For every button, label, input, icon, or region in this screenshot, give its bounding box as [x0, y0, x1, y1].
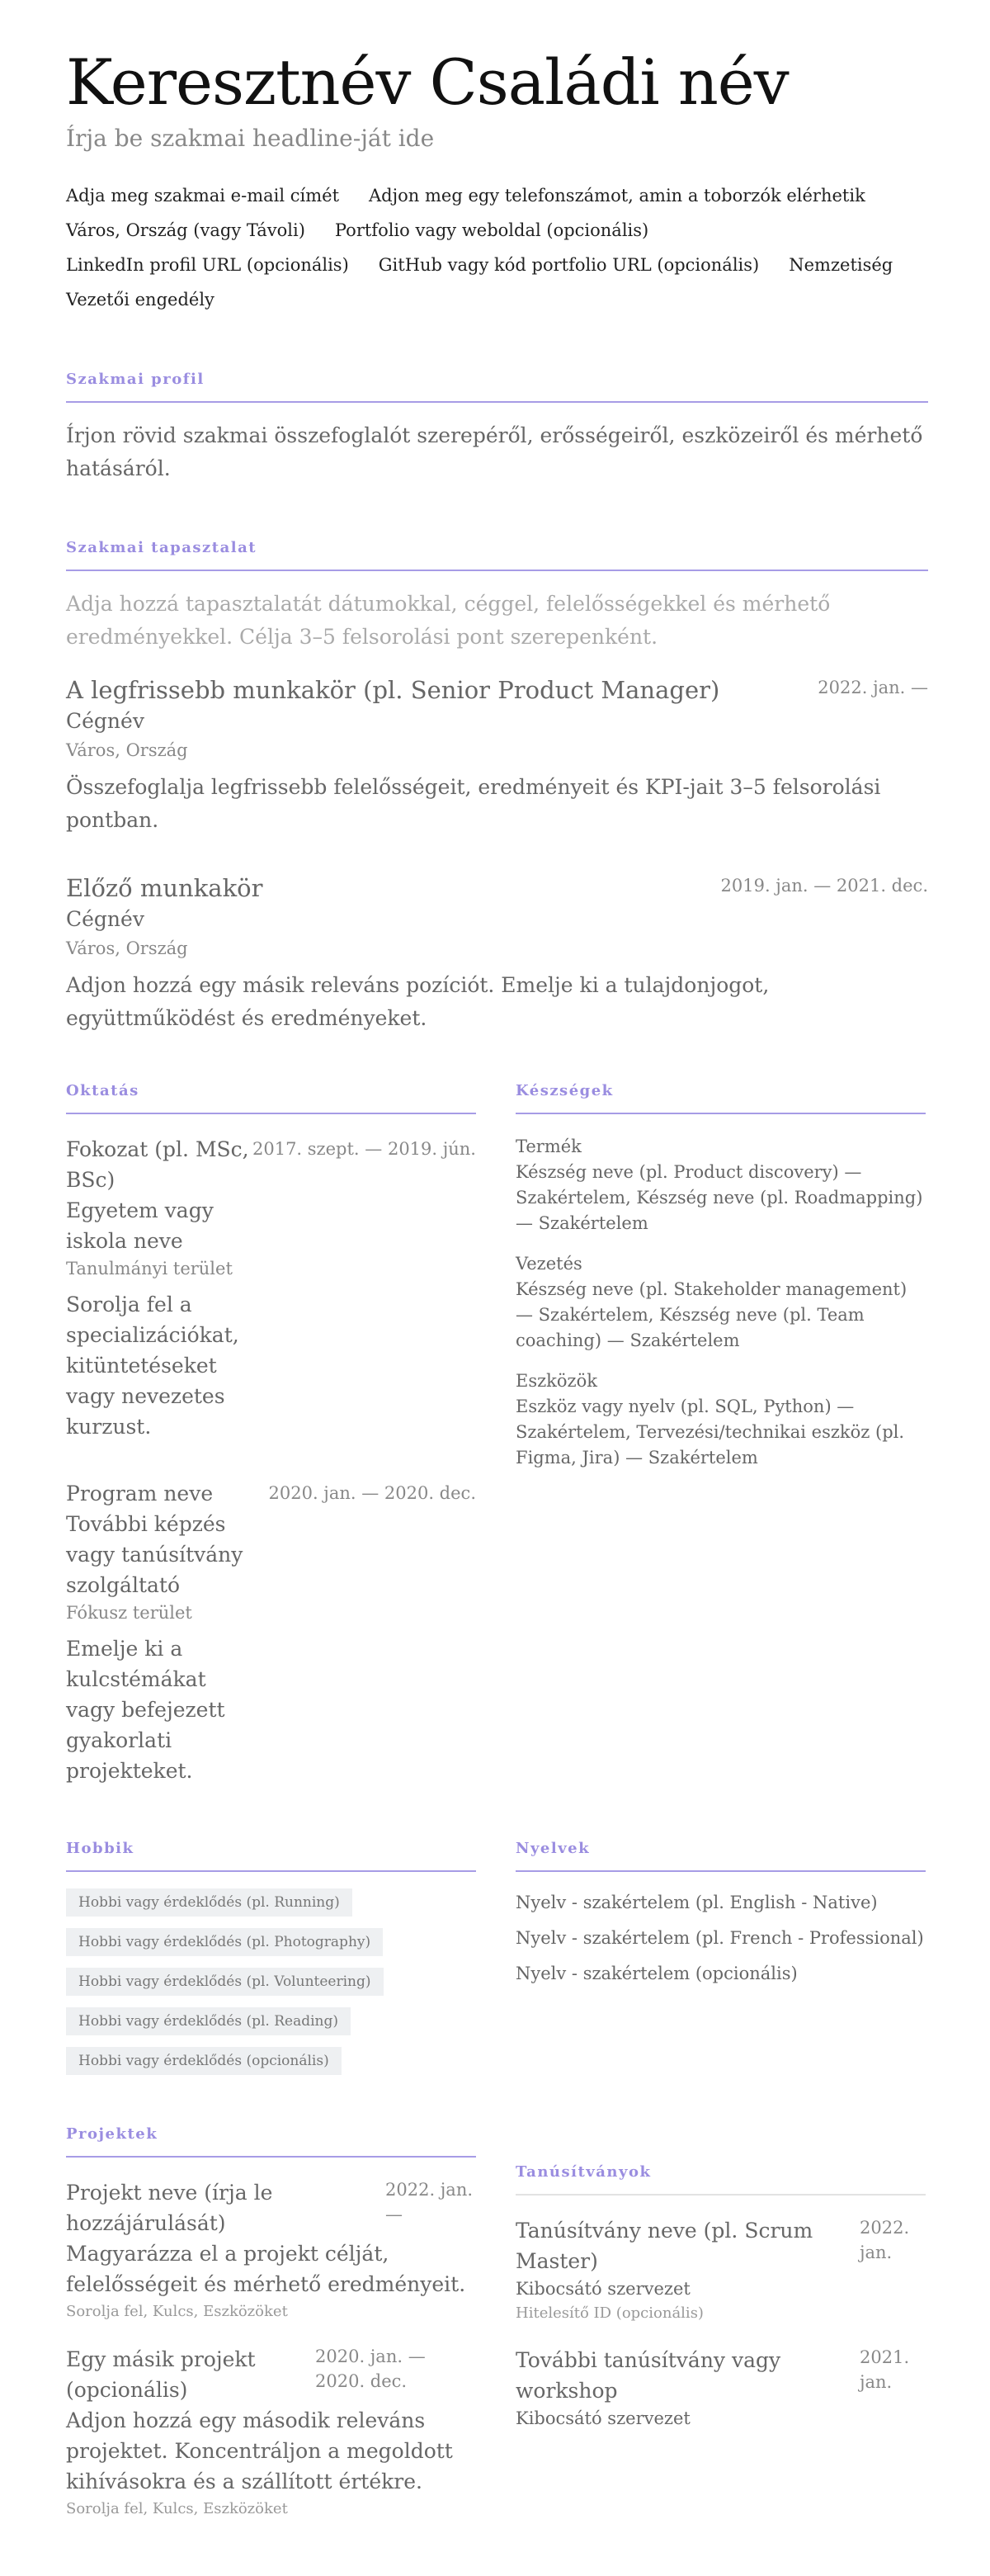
hobby-chip: Hobbi vagy érdeklődés (opcionális) [66, 2047, 342, 2075]
language-item: Nyelv - szakértelem (pl. English - Native) [516, 1893, 878, 1912]
skill-group-text: Eszköz vagy nyelv (pl. SQL, Python) — Szakértelem, Tervezési/technikai eszköz (pl. Figma, Jira) — Szakértelem [516, 1397, 905, 1468]
hobby-chip: Hobbi vagy érdeklődés (pl. Running) [66, 1888, 352, 1917]
job-location: Város, Ország [66, 740, 188, 760]
project-title: Egy másik projekt (opcionális) [66, 2347, 256, 2402]
contact-location: Város, Ország (vagy Távoli) [66, 220, 305, 240]
education-section [66, 1081, 476, 1786]
profile-section [66, 370, 928, 485]
contact-license: Vezetői engedély [66, 290, 214, 310]
section-heading: Projektek [66, 2125, 476, 2158]
project-date: 2022. jan. — [385, 2180, 474, 2224]
certification-issuer: Kibocsátó szervezet [516, 2408, 691, 2428]
contact-linkedin: LinkedIn profil URL (opcionális) [66, 255, 349, 275]
section-heading: Szakmai profil [66, 370, 928, 403]
profile-text: Írjon rövid szakmai összefoglalót szerepéről, erősségeiről, eszközeiről és mérhető hatásáról. [66, 423, 923, 480]
education-date: 2020. jan. — 2020. dec. [268, 1483, 476, 1503]
hobby-chip: Hobbi vagy érdeklődés (pl. Volunteering) [66, 1968, 384, 1996]
hobby-chip: Hobbi vagy érdeklődés (pl. Reading) [66, 2007, 351, 2035]
certification-date: 2021. jan. [860, 2347, 910, 2392]
skill-group-name: Eszközök [516, 1371, 597, 1391]
hobbies-section [66, 1839, 476, 2087]
certification-issuer: Kibocsátó szervezet [516, 2279, 691, 2299]
skill-group-text: Készség neve (pl. Stakeholder management) — Szakértelem, Készség neve (pl. Team coaching) — Szakértelem [516, 1279, 908, 1350]
two-column-row [66, 2125, 928, 2522]
contact-portfolio: Portfolio vagy weboldal (opcionális) [334, 220, 649, 240]
languages-section [516, 1839, 926, 2087]
certification-title: Tanúsítvány neve (pl. Scrum Master) [516, 2219, 813, 2273]
project-description: Magyarázza el a projekt célját, felelősségeit és mérhető eredményeit. [66, 2242, 466, 2296]
section-heading: Hobbik [66, 1839, 476, 1872]
headline: Írja be szakmai headline-ját ide [66, 125, 435, 152]
project-tags: Sorolja fel, Kulcs, Eszközöket [66, 2303, 288, 2320]
contact-list [66, 178, 924, 317]
certification-entry [516, 2215, 926, 2325]
project-date: 2020. jan. — 2020. dec. [315, 2347, 426, 2391]
contact-github: GitHub vagy kód portfolio URL (opcionális) [378, 255, 760, 275]
job-entry [66, 872, 928, 1035]
two-column-row [66, 1839, 928, 2087]
job-title: Előző munkakör [66, 874, 263, 902]
two-column-row [66, 1081, 928, 1786]
certification-date: 2022. jan. [860, 2218, 910, 2262]
skill-group [516, 1251, 926, 1354]
section-heading: Nyelvek [516, 1839, 926, 1872]
degree: Program neve [66, 1482, 214, 1505]
language-item: Nyelv - szakértelem (opcionális) [516, 1964, 798, 1983]
degree: Fokozat (pl. MSc, BSc) [66, 1137, 249, 1192]
education-entry [66, 1134, 476, 1442]
experience-section [66, 538, 928, 1035]
section-heading: Tanúsítványok [516, 2162, 926, 2196]
job-description: Összefoglalja legfrissebb felelősségeit, eredményeit és KPI-jait 3–5 felsorolási pontban. [66, 775, 881, 832]
job-location: Város, Ország [66, 938, 188, 958]
job-company: Cégnév [66, 709, 144, 733]
full-name: Keresztnév Családi név [66, 45, 789, 119]
project-title: Projekt neve (írja le hozzájárulását) [66, 2181, 273, 2235]
school: További képzés vagy tanúsítvány szolgáltató [66, 1512, 243, 1597]
project-entry [66, 2344, 476, 2522]
job-description: Adjon hozzá egy másik releváns pozíciót. Emelje ki a tulajdonjogot, együttműködést és eredményeket. [66, 973, 770, 1030]
section-heading: Oktatás [66, 1081, 476, 1114]
project-tags: Sorolja fel, Kulcs, Eszközöket [66, 2500, 288, 2517]
job-date: 2019. jan. — 2021. dec. [720, 876, 928, 896]
projects-section [66, 2125, 476, 2522]
job-entry [66, 674, 928, 837]
skill-group [516, 1134, 926, 1236]
certifications-section [516, 2125, 926, 2522]
language-item: Nyelv - szakértelem (pl. French - Professional) [516, 1928, 924, 1948]
section-heading: Szakmai tapasztalat [66, 538, 928, 571]
field: Tanulmányi terület [66, 1259, 233, 1279]
certification-title: További tanúsítvány vagy workshop [516, 2348, 781, 2403]
education-description: Sorolja fel a specializációkat, kitüntetéseket vagy nevezetes kurzust. [66, 1293, 239, 1439]
section-heading: Készségek [516, 1081, 926, 1114]
skill-group-text: Készség neve (pl. Product discovery) — Szakértelem, Készség neve (pl. Roadmapping) — Szakértelem [516, 1162, 923, 1233]
job-date: 2022. jan. — [818, 678, 928, 697]
skill-group-name: Vezetés [516, 1254, 582, 1274]
certification-entry [516, 2345, 926, 2432]
hobby-chip: Hobbi vagy érdeklődés (pl. Photography) [66, 1928, 383, 1956]
contact-email: Adja meg szakmai e-mail címét [66, 186, 340, 206]
education-date: 2017. szept. — 2019. jún. [252, 1139, 476, 1159]
field: Fókusz terület [66, 1603, 192, 1623]
contact-phone: Adjon meg egy telefonszámot, amin a toborzók elérhetik [369, 186, 865, 206]
school: Egyetem vagy iskola neve [66, 1198, 214, 1253]
education-description: Emelje ki a kulcstémákat vagy befejezett gyakorlati projekteket. [66, 1637, 225, 1783]
skill-group-name: Termék [516, 1137, 582, 1156]
project-description: Adjon hozzá egy második releváns projektet. Koncentráljon a megoldott kihívásokra és a szállított értékre. [66, 2408, 453, 2493]
skill-group [516, 1368, 926, 1471]
contact-nationality: Nemzetiség [789, 255, 893, 275]
certification-id: Hitelesítő ID (opcionális) [516, 2304, 704, 2322]
project-entry [66, 2177, 476, 2324]
job-company: Cégnév [66, 907, 144, 931]
experience-intro: Adja hozzá tapasztalatát dátumokkal, céggel, felelősségekkel és mérhető eredményekkel. Célja 3–5 felsorolási pont szerepenként. [66, 592, 831, 649]
education-entry [66, 1478, 476, 1786]
job-title: A legfrissebb munkakör (pl. Senior Product Manager) [66, 676, 720, 704]
skills-section [516, 1081, 926, 1786]
